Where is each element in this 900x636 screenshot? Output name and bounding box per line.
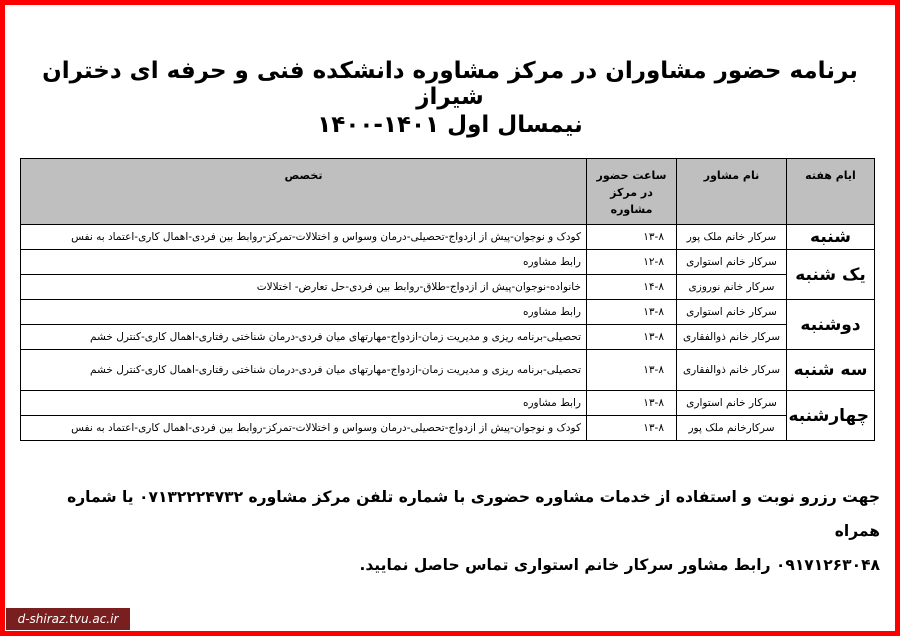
name-cell: سرکارخانم ملک پور [677,416,787,441]
day-cell: شنبه [787,225,875,250]
specialty-cell: خانواده-نوجوان-پیش از ازدواج-طلاق-روابط بین فردی-حل تعارض- اختلالات [21,275,587,300]
table-row [21,391,875,416]
table-row [21,300,875,325]
site-logo[interactable]: d-shiraz.tvu.ac.ir [6,608,130,630]
hours-cell: ۱۳-۸ [587,391,677,416]
day-cell: چهارشنبه [787,391,875,441]
specialty-cell: رابط مشاوره [21,391,587,416]
table-row [21,350,875,391]
table-header-row [21,159,875,225]
page-title: برنامه حضور مشاوران در مرکز مشاوره دانشکده فنی و حرفه ای دختران شیراز [42,58,858,110]
name-cell: سرکار خانم استواری [677,391,787,416]
header-name: نام مشاور [677,159,787,225]
header-specialty: تخصص [21,159,587,225]
name-cell: سرکار خانم ملک پور [677,225,787,250]
specialty-cell: کودک و نوجوان-پیش از ازدواج-تحصیلی-درمان وسواس و اختلالات-تمرکز-روابط بین فردی-اهمال کاری-اعتماد به نفس [21,225,587,250]
header-hours: ساعت حضور در مرکز مشاوره [587,159,677,225]
name-cell: سرکار خانم استواری [677,300,787,325]
name-cell: سرکار خانم استواری [677,250,787,275]
hours-cell: ۱۳-۸ [587,350,677,391]
hours-cell: ۱۳-۸ [587,225,677,250]
semester-title: نیمسال اول ۱۴۰۱-۱۴۰۰ [317,112,583,138]
hours-cell: ۱۴-۸ [587,275,677,300]
hours-cell: ۱۳-۸ [587,325,677,350]
specialty-cell: رابط مشاوره [21,300,587,325]
specialty-cell: تحصیلی-برنامه ریزی و مدیریت زمان-ازدواج-مهارتهای میان فردی-درمان شناختی رفتاری-اهمال کاری-کنترل خشم [21,325,587,350]
hours-cell: ۱۳-۸ [587,300,677,325]
specialty-cell: رابط مشاوره [21,250,587,275]
specialty-cell: تحصیلی-برنامه ریزی و مدیریت زمان-ازدواج-مهارتهای میان فردی-درمان شناختی رفتاری-اهمال کاری-کنترل خشم [21,350,587,391]
name-cell: سرکار خانم نوروزی [677,275,787,300]
table-row [21,416,875,441]
schedule-table [20,158,875,441]
hours-cell: ۱۳-۸ [587,416,677,441]
table-row [21,325,875,350]
reservation-note-line1: جهت رزرو نوبت و استفاده از خدمات مشاوره حضوری با شماره تلفن مرکز مشاوره ۰۷۱۳۲۲۲۴۷۳۲ یا شماره همراه [67,488,880,540]
day-cell: دوشنبه [787,300,875,350]
day-cell: سه شنبه [787,350,875,391]
table-row [21,250,875,275]
header-day: ایام هفته [787,159,875,225]
day-cell: یک شنبه [787,250,875,300]
reservation-note-line2: ۰۹۱۷۱۲۶۳۰۴۸ رابط مشاور سرکار خانم استواری تماس حاصل نمایید. [359,556,880,574]
specialty-cell: کودک و نوجوان-پیش از ازدواج-تحصیلی-درمان وسواس و اختلالات-تمرکز-روابط بین فردی-اهمال کاری-اعتماد به نفس [21,416,587,441]
name-cell: سرکار خانم ذوالفقاری [677,325,787,350]
hours-cell: ۱۲-۸ [587,250,677,275]
reservation-note [20,480,880,582]
table-row [21,275,875,300]
name-cell: سرکار خانم ذوالفقاری [677,350,787,391]
table-row [21,225,875,250]
